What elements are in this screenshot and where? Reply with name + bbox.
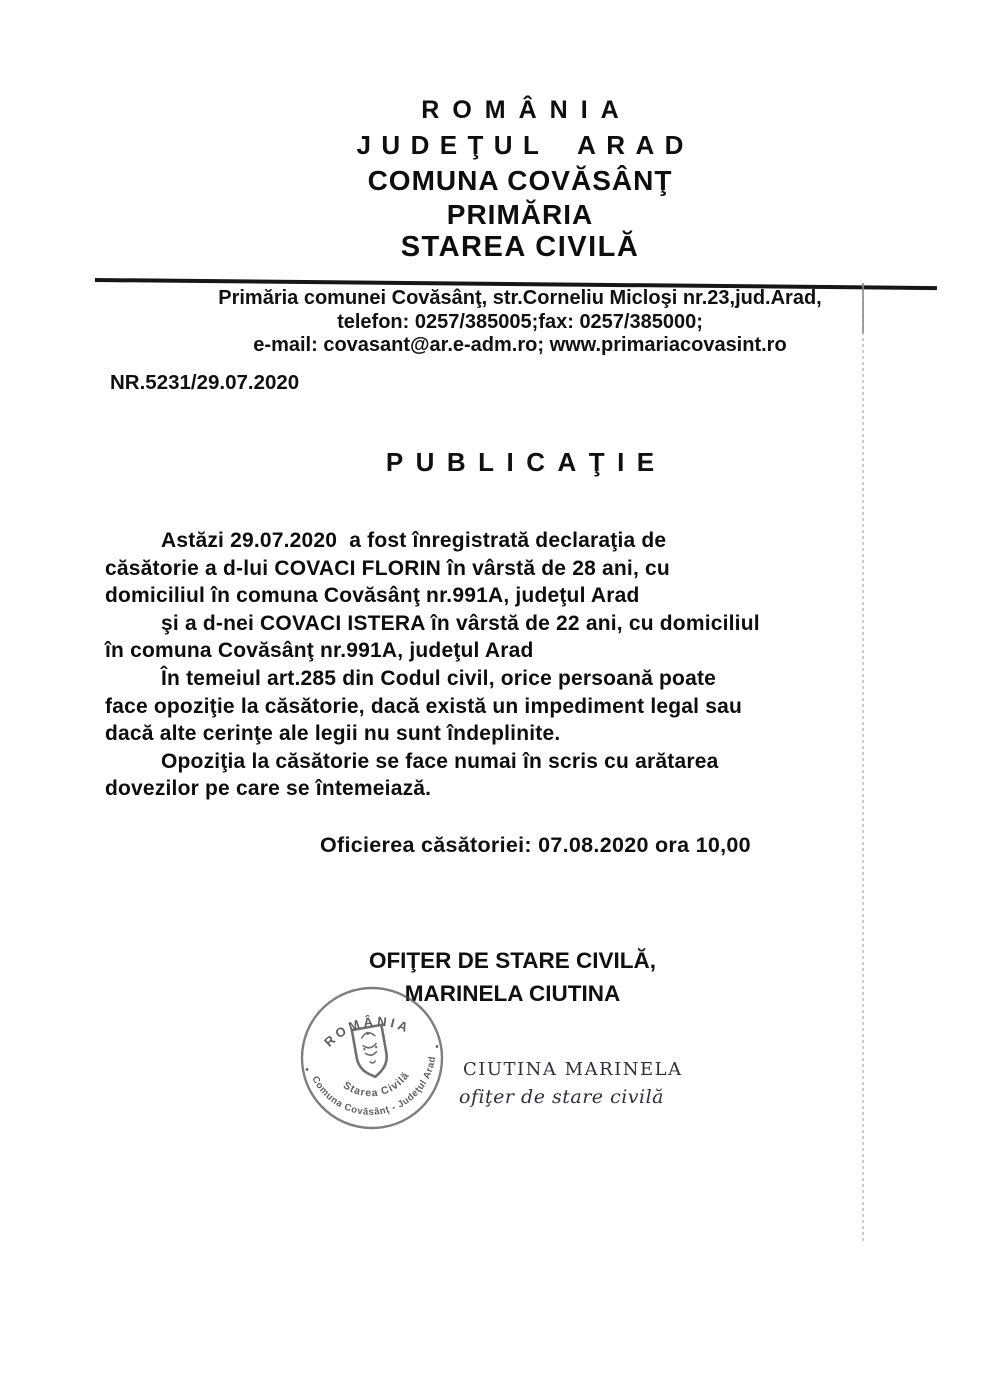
body-line: dovezilor pe care se întemeiază. — [105, 777, 432, 801]
signature-name: MARINELA CIUTINA — [404, 981, 621, 1006]
official-round-stamp — [283, 969, 461, 1147]
body-line: dacă alte cerinţe ale legii nu sunt îndeplinite. — [105, 722, 561, 746]
document-title: PUBLICAŢIE — [385, 447, 667, 477]
signature-block — [40, 944, 985, 1010]
body-line: căsătorie a d-lui COVACI FLORIN în vârstă de 28 ani, cu — [105, 556, 670, 580]
letterhead-office: PRIMĂRIA — [446, 199, 594, 230]
body-text — [105, 527, 965, 803]
stamp-department-arc-text: Starea Civilă — [340, 1069, 412, 1100]
contact-phone-fax: telefon: 0257/385005;fax: 0257/385000; — [337, 310, 703, 333]
name-stamp-name: CIUTINA MARINELA — [463, 1059, 683, 1080]
body-line: face opoziţie la căsătorie, dacă există un impediment legal sau — [105, 694, 742, 718]
letterhead-department: STAREA CIVILĂ — [400, 231, 640, 263]
body-line: domiciliul în comuna Covăsânţ nr.991A, judeţul Arad — [105, 584, 640, 608]
body-line: Opoziţia la căsătorie se face numai în scris cu arătarea — [161, 749, 719, 773]
letterhead-commune: COMUNA COVĂSÂNŢ — [367, 165, 673, 196]
letterhead-country: ROMÂNIA — [421, 96, 632, 124]
name-stamp-role: ofiţer de stare civilă — [459, 1086, 665, 1108]
letterhead-county: JUDEŢUL ARAD — [356, 130, 694, 160]
ceremony-date-line: Oficierea căsătoriei: 07.08.2020 ora 10,00 — [320, 833, 751, 857]
registration-number: NR.5231/29.07.2020 — [110, 371, 300, 394]
stamp-coat-of-arms — [352, 1025, 390, 1079]
stamp-country-arc-text: ROMÂNIA — [321, 1013, 414, 1050]
stamp-commune-arc-text: Comuna Covăsânţ - Judeţul Arad — [309, 1055, 439, 1118]
body-line: şi a d-nei COVACI ISTERA în vârstă de 22 ani, cu domiciliul — [161, 611, 760, 635]
body-line: În temeiul art.285 din Codul civil, orice persoană poate — [161, 666, 717, 690]
contact-block — [50, 287, 990, 358]
stamp-left-dot — [305, 1068, 308, 1071]
contact-address: Primăria comunei Covăsânţ, str.Corneliu Micloşi nr.23,jud.Arad, — [218, 287, 822, 309]
body-line: Astăzi 29.07.2020 a fost înregistrată declaraţia de — [161, 529, 667, 552]
signature-role: OFIŢER DE STARE CIVILĂ, — [368, 948, 657, 973]
stamp-right-dot — [435, 1045, 438, 1048]
contact-email-web: e-mail: covasant@ar.e-adm.ro; www.primariacovasint.ro — [253, 334, 787, 356]
body-line: în comuna Covăsânţ nr.991A, judeţul Arad — [105, 639, 534, 663]
